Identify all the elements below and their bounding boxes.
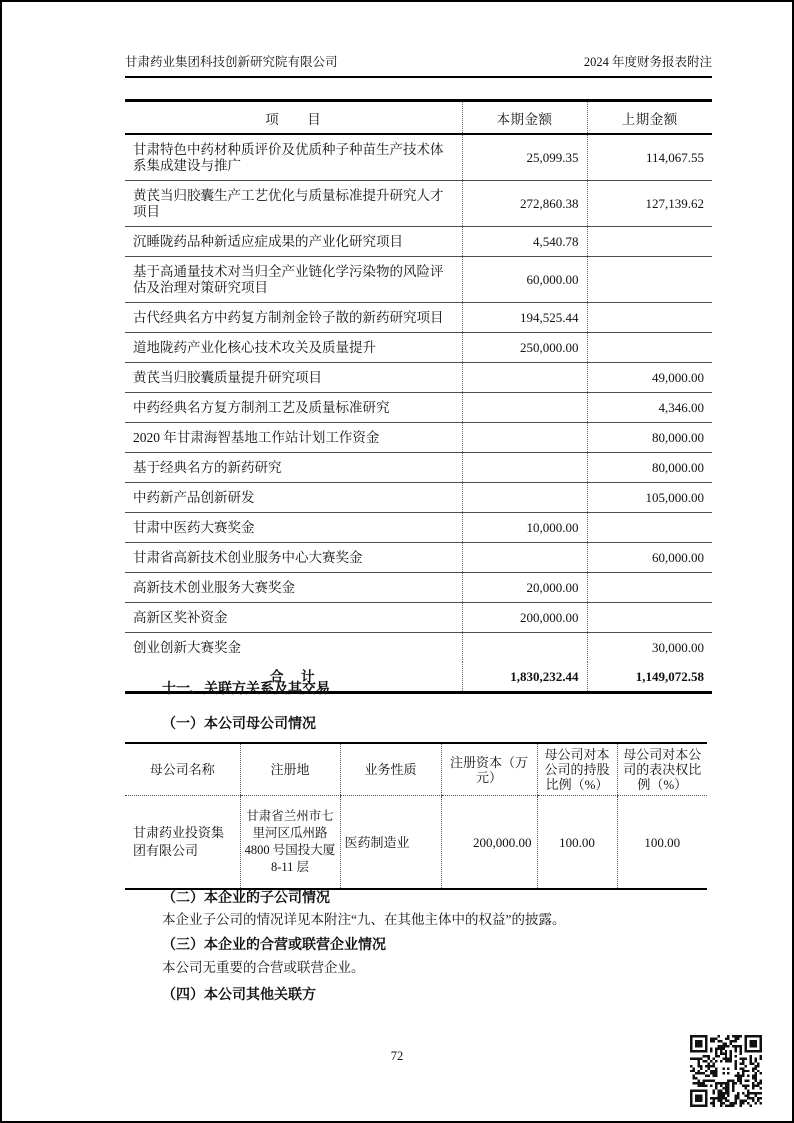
project-name-cell: 黄芪当归胶囊生产工艺优化与质量标准提升研究人才项目 xyxy=(125,181,462,227)
prior-amount-cell: 105,000.00 xyxy=(587,483,712,513)
section-11-1-title: （一）本公司母公司情况 xyxy=(162,715,316,731)
current-amount-cell xyxy=(462,423,587,453)
prior-amount-cell: 30,000.00 xyxy=(587,633,712,663)
section-11-4-title: （四）本公司其他关联方 xyxy=(162,986,316,1002)
grant-table-row xyxy=(125,393,712,423)
business-nature-cell: 医药制造业 xyxy=(340,796,441,890)
section-11-title: 十一、关联方关系及其交易 xyxy=(162,680,330,696)
header-company-name: 甘肃药业集团科技创新研究院有限公司 xyxy=(125,55,338,69)
government-grant-table xyxy=(125,99,712,694)
current-amount-cell: 4,540.78 xyxy=(462,227,587,257)
project-name-cell: 甘肃特色中药材种质评价及优质种子种苗生产技术体系集成建设与推广 xyxy=(133,141,444,173)
current-amount-cell xyxy=(462,393,587,423)
project-name-cell: 沉睡陇药品种新适应症成果的产业化研究项目 xyxy=(125,227,462,257)
grant-table-row xyxy=(125,633,712,663)
voting-ratio-cell: 100.00 xyxy=(617,796,707,890)
prior-amount-cell xyxy=(587,257,712,303)
current-amount-cell xyxy=(462,543,587,573)
prior-amount-cell xyxy=(587,303,712,333)
shareholding-ratio-cell: 100.00 xyxy=(537,796,617,890)
project-name-cell: 基于经典名方的新药研究 xyxy=(125,453,462,483)
project-name-cell: 古代经典名方中药复方制剂金铃子散的新药研究项目 xyxy=(125,303,462,333)
project-name-cell: 中药经典名方复方制剂工艺及质量标准研究 xyxy=(125,393,462,423)
grant-table-row xyxy=(125,333,712,363)
grant-table-row xyxy=(125,227,712,257)
qr-code xyxy=(690,1035,762,1107)
col-header-item: 项 目 xyxy=(125,101,462,135)
current-amount-cell xyxy=(462,483,587,513)
prior-amount-cell: 114,067.55 xyxy=(587,134,712,181)
current-amount-cell: 200,000.00 xyxy=(462,603,587,633)
prior-amount-cell xyxy=(587,227,712,257)
total-prior-amount: 1,149,072.58 xyxy=(587,662,712,693)
col-header-voting-ratio: 母公司对本公司的表决权比例（%） xyxy=(617,743,707,796)
total-current-amount: 1,830,232.44 xyxy=(462,662,587,693)
grant-table-row xyxy=(125,573,712,603)
col-header-parent-name: 母公司名称 xyxy=(125,743,240,796)
col-header-current-amount: 本期金额 xyxy=(462,101,587,135)
project-name-cell: 道地陇药产业化核心技术攻关及质量提升 xyxy=(125,333,462,363)
current-amount-cell xyxy=(462,453,587,483)
qr-code-pattern xyxy=(690,1035,762,1107)
prior-amount-cell xyxy=(587,573,712,603)
current-amount-cell: 25,099.35 xyxy=(462,134,587,181)
grant-table-row xyxy=(125,543,712,573)
col-header-registered-place: 注册地 xyxy=(240,743,340,796)
project-name-cell: 黄芪当归胶囊质量提升研究项目 xyxy=(125,363,462,393)
grant-table-header-row xyxy=(125,101,712,135)
prior-amount-cell xyxy=(587,333,712,363)
prior-amount-cell xyxy=(587,603,712,633)
parent-company-row xyxy=(125,796,707,890)
project-name-cell: 甘肃中医药大赛奖金 xyxy=(125,513,462,543)
project-name-cell: 高新区奖补资金 xyxy=(125,603,462,633)
current-amount-cell xyxy=(462,633,587,663)
section-11-2-text: 本企业子公司的情况详见本附注“九、在其他主体中的权益”的披露。 xyxy=(162,912,566,927)
project-name-cell: 创业创新大赛奖金 xyxy=(125,633,462,663)
page-number: 72 xyxy=(390,1049,404,1063)
registered-place-cell: 甘肃省兰州市七里河区瓜州路 4800 号国投大厦 8-11 层 xyxy=(240,796,340,890)
grant-table-row xyxy=(125,181,712,227)
col-header-shareholding-ratio: 母公司对本公司的持股比例（%） xyxy=(537,743,617,796)
col-header-business-nature: 业务性质 xyxy=(340,743,441,796)
project-name-cell: 2020 年甘肃海智基地工作站计划工作资金 xyxy=(125,423,462,453)
header-doc-title: 2024 年度财务报表附注 xyxy=(583,55,712,69)
section-11-3-title: （三）本企业的合营或联营企业情况 xyxy=(162,936,386,952)
grant-table-row xyxy=(125,303,712,333)
current-amount-cell: 250,000.00 xyxy=(462,333,587,363)
section-11-3-text: 本公司无重要的合营或联营企业。 xyxy=(162,960,365,975)
project-name-cell: 高新技术创业服务大赛奖金 xyxy=(125,573,462,603)
current-amount-cell: 10,000.00 xyxy=(462,513,587,543)
grant-table-row xyxy=(125,257,712,303)
parent-name-cell: 甘肃药业投资集团有限公司 xyxy=(133,825,225,858)
prior-amount-cell: 80,000.00 xyxy=(587,423,712,453)
page-header xyxy=(125,54,712,78)
grant-table-row xyxy=(125,483,712,513)
col-header-prior-amount: 上期金额 xyxy=(587,101,712,135)
current-amount-cell: 194,525.44 xyxy=(462,303,587,333)
grant-table-row xyxy=(125,363,712,393)
parent-table-header-row xyxy=(125,743,707,796)
total-label: 合 计 xyxy=(270,668,317,684)
grant-table-row xyxy=(125,423,712,453)
project-name-cell: 基于高通量技术对当归全产业链化学污染物的风险评估及治理对策研究项目 xyxy=(125,257,462,303)
current-amount-cell: 272,860.38 xyxy=(462,181,587,227)
grant-table-row xyxy=(125,513,712,543)
prior-amount-cell: 49,000.00 xyxy=(587,363,712,393)
project-name-cell: 甘肃省高新技术创业服务中心大赛奖金 xyxy=(125,543,462,573)
prior-amount-cell: 80,000.00 xyxy=(587,453,712,483)
current-amount-cell: 20,000.00 xyxy=(462,573,587,603)
grant-table-row xyxy=(125,453,712,483)
prior-amount-cell xyxy=(587,513,712,543)
section-11-2-title: （二）本企业的子公司情况 xyxy=(162,889,330,905)
grant-table-row xyxy=(125,134,712,181)
prior-amount-cell: 60,000.00 xyxy=(587,543,712,573)
prior-amount-cell: 127,139.62 xyxy=(587,181,712,227)
parent-company-table xyxy=(125,742,707,890)
prior-amount-cell: 4,346.00 xyxy=(587,393,712,423)
grant-table-row xyxy=(125,603,712,633)
project-name-cell: 中药新产品创新研发 xyxy=(125,483,462,513)
current-amount-cell: 60,000.00 xyxy=(462,257,587,303)
current-amount-cell xyxy=(462,363,587,393)
registered-capital-cell: 200,000.00 xyxy=(441,796,537,890)
col-header-registered-capital: 注册资本（万元） xyxy=(441,743,537,796)
